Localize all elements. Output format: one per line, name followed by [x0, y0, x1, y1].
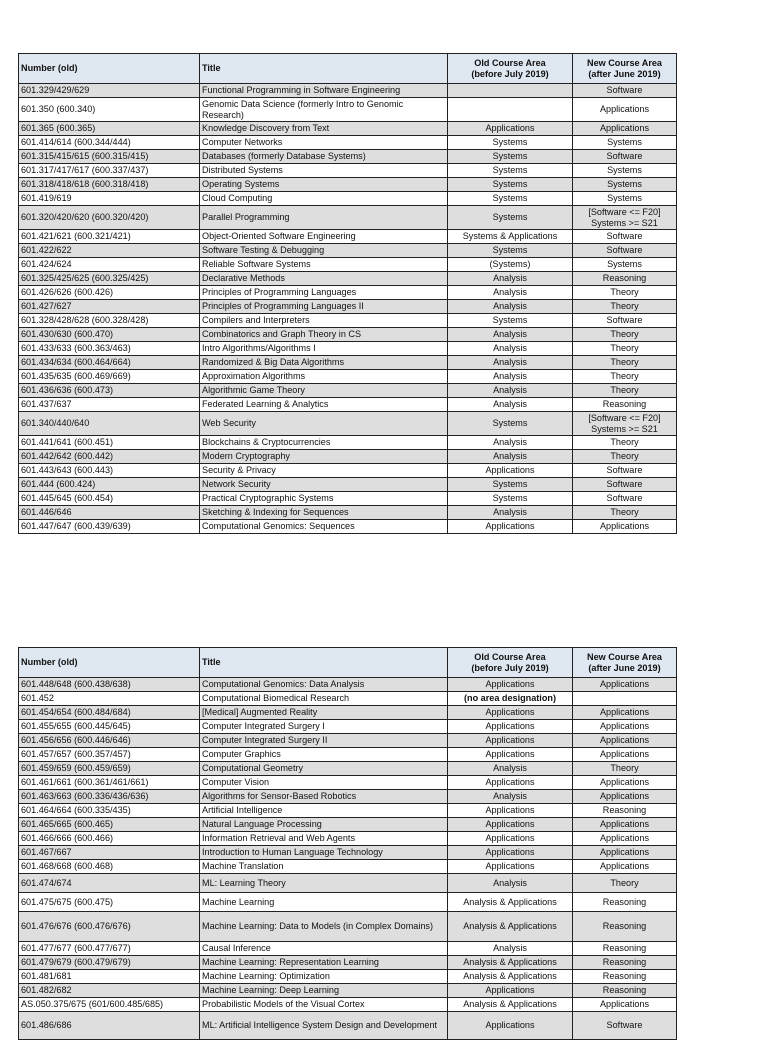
table-row	[19, 244, 677, 258]
new-area-cell: Applications	[573, 776, 677, 790]
course-title-cell: Functional Programming in Software Engineering	[200, 84, 448, 98]
old-area-cell: (no area designation)	[448, 692, 573, 706]
old-area-cell: Analysis	[448, 398, 573, 412]
course-title-cell: Blockchains & Cryptocurrencies	[200, 436, 448, 450]
course-table	[18, 647, 677, 1040]
new-area-cell: Applications	[573, 832, 677, 846]
table-row	[19, 370, 677, 384]
table-row	[19, 970, 677, 984]
new-area-cell: Reasoning	[573, 804, 677, 818]
course-title-cell: Databases (formerly Database Systems)	[200, 150, 448, 164]
course-title-cell: Object-Oriented Software Engineering	[200, 230, 448, 244]
table-row	[19, 164, 677, 178]
course-number-cell: 601.466/666 (600.466)	[19, 832, 200, 846]
new-area-cell: Software	[573, 230, 677, 244]
course-number-cell: 601.465/665 (600.465)	[19, 818, 200, 832]
course-title-cell: Computational Genomics: Sequences	[200, 520, 448, 534]
course-number-cell: 601.325/425/625 (600.325/425)	[19, 272, 200, 286]
new-area-cell: Reasoning	[573, 956, 677, 970]
course-number-cell: 601.474/674	[19, 874, 200, 893]
table-row	[19, 464, 677, 478]
course-number-cell: 601.433/633 (600.363/463)	[19, 342, 200, 356]
new-area-cell: Reasoning	[573, 893, 677, 912]
course-number-cell: 601.329/429/629	[19, 84, 200, 98]
course-number-cell: 601.434/634 (600.464/664)	[19, 356, 200, 370]
new-area-cell: Software	[573, 1012, 677, 1040]
old-area-cell: Applications	[448, 678, 573, 692]
table-row	[19, 178, 677, 192]
course-title-cell: ML: Artificial Intelligence System Design and Development	[200, 1012, 448, 1040]
table-row	[19, 206, 677, 230]
course-title-cell: Machine Learning: Representation Learning	[200, 956, 448, 970]
course-title-cell: Intro Algorithms/Algorithms I	[200, 342, 448, 356]
course-title-cell: Distributed Systems	[200, 164, 448, 178]
course-number-cell: 601.414/614 (600.344/444)	[19, 136, 200, 150]
new-area-cell: Applications	[573, 706, 677, 720]
new-area-cell: Applications	[573, 860, 677, 874]
old-area-cell: Analysis	[448, 942, 573, 956]
table-row	[19, 678, 677, 692]
table-row	[19, 506, 677, 520]
course-title-cell: Network Security	[200, 478, 448, 492]
old-area-cell: Analysis & Applications	[448, 893, 573, 912]
course-title-cell: Security & Privacy	[200, 464, 448, 478]
old-area-cell: Analysis & Applications	[448, 998, 573, 1012]
table-row	[19, 706, 677, 720]
old-area-cell: Applications	[448, 818, 573, 832]
course-title-cell: ML: Learning Theory	[200, 874, 448, 893]
course-number-cell: 601.447/647 (600.439/639)	[19, 520, 200, 534]
header-number: Number (old)	[19, 648, 200, 678]
old-area-cell: Analysis	[448, 384, 573, 398]
header-new-area: New Course Area (after June 2019)	[573, 648, 677, 678]
table-row	[19, 258, 677, 272]
new-area-cell: Reasoning	[573, 984, 677, 998]
old-area-cell: Systems	[448, 412, 573, 436]
table-row	[19, 790, 677, 804]
old-area-cell: Systems	[448, 244, 573, 258]
old-area-cell: Systems	[448, 314, 573, 328]
course-title-cell: Knowledge Discovery from Text	[200, 122, 448, 136]
old-area-cell: Analysis	[448, 370, 573, 384]
course-number-cell: 601.455/655 (600.445/645)	[19, 720, 200, 734]
old-area-cell: Systems	[448, 478, 573, 492]
old-area-cell: Analysis	[448, 272, 573, 286]
table-row	[19, 478, 677, 492]
new-area-cell: Reasoning	[573, 942, 677, 956]
new-area-cell: Theory	[573, 300, 677, 314]
course-title-cell: Introduction to Human Language Technology	[200, 846, 448, 860]
new-area-cell: Applications	[573, 846, 677, 860]
old-area-cell: Analysis	[448, 356, 573, 370]
course-title-cell: Principles of Programming Languages II	[200, 300, 448, 314]
new-area-cell: Theory	[573, 328, 677, 342]
course-title-cell: Machine Learning: Optimization	[200, 970, 448, 984]
old-area-cell: Systems & Applications	[448, 230, 573, 244]
table-row	[19, 230, 677, 244]
old-area-cell: Analysis	[448, 506, 573, 520]
course-number-cell: 601.442/642 (600.442)	[19, 450, 200, 464]
table-row	[19, 98, 677, 122]
new-area-cell: Applications	[573, 720, 677, 734]
table-row	[19, 412, 677, 436]
course-number-cell: 601.459/659 (600.459/659)	[19, 762, 200, 776]
course-number-cell: 601.461/661 (600.361/461/661)	[19, 776, 200, 790]
course-title-cell: Reliable Software Systems	[200, 258, 448, 272]
table-row	[19, 942, 677, 956]
course-title-cell: Computer Integrated Surgery II	[200, 734, 448, 748]
new-area-cell: Software	[573, 244, 677, 258]
old-area-cell: Systems	[448, 164, 573, 178]
table-row	[19, 776, 677, 790]
table-row	[19, 804, 677, 818]
new-area-cell: Systems	[573, 178, 677, 192]
course-title-cell: Practical Cryptographic Systems	[200, 492, 448, 506]
course-number-cell: 601.475/675 (600.475)	[19, 893, 200, 912]
table-row	[19, 300, 677, 314]
table-row	[19, 328, 677, 342]
table-row	[19, 692, 677, 706]
table-row	[19, 384, 677, 398]
old-area-cell: Applications	[448, 748, 573, 762]
table-row	[19, 956, 677, 970]
course-number-cell: 601.426/626 (600.426)	[19, 286, 200, 300]
header-title: Title	[200, 648, 448, 678]
new-area-cell: Theory	[573, 450, 677, 464]
course-title-cell: Probabilistic Models of the Visual Cortex	[200, 998, 448, 1012]
course-number-cell: 601.463/663 (600.336/436/636)	[19, 790, 200, 804]
course-title-cell: Causal Inference	[200, 942, 448, 956]
course-title-cell: Web Security	[200, 412, 448, 436]
new-area-cell: Applications	[573, 748, 677, 762]
old-area-cell: Analysis & Applications	[448, 912, 573, 942]
new-area-cell: Software	[573, 150, 677, 164]
course-title-cell: Computational Biomedical Research	[200, 692, 448, 706]
table-row	[19, 122, 677, 136]
new-area-cell: Reasoning	[573, 398, 677, 412]
table-header-row	[19, 54, 677, 84]
course-number-cell: 601.317/417/617 (600.337/437)	[19, 164, 200, 178]
course-title-cell: Natural Language Processing	[200, 818, 448, 832]
new-area-cell: Theory	[573, 342, 677, 356]
course-area-table-1	[18, 53, 676, 534]
new-area-cell: Reasoning	[573, 272, 677, 286]
course-number-cell: 601.476/676 (600.476/676)	[19, 912, 200, 942]
course-number-cell: 601.443/643 (600.443)	[19, 464, 200, 478]
table-row	[19, 150, 677, 164]
course-title-cell: Algorithmic Game Theory	[200, 384, 448, 398]
old-area-cell: Applications	[448, 804, 573, 818]
table-row	[19, 398, 677, 412]
old-area-cell: Analysis	[448, 436, 573, 450]
new-area-cell: Software	[573, 492, 677, 506]
new-area-cell: Theory	[573, 762, 677, 776]
new-area-cell: Theory	[573, 436, 677, 450]
course-number-cell: 601.446/646	[19, 506, 200, 520]
course-title-cell: Software Testing & Debugging	[200, 244, 448, 258]
course-number-cell: 601.452	[19, 692, 200, 706]
table-row	[19, 1012, 677, 1040]
table-row	[19, 192, 677, 206]
new-area-cell: Theory	[573, 370, 677, 384]
course-title-cell: Federated Learning & Analytics	[200, 398, 448, 412]
old-area-cell: Analysis	[448, 762, 573, 776]
old-area-cell: Systems	[448, 492, 573, 506]
new-area-cell: Applications	[573, 818, 677, 832]
old-area-cell: Systems	[448, 136, 573, 150]
new-area-cell: Applications	[573, 98, 677, 122]
new-area-cell: Systems	[573, 192, 677, 206]
course-number-cell: 601.437/637	[19, 398, 200, 412]
course-number-cell: 601.318/418/618 (600.318/418)	[19, 178, 200, 192]
course-number-cell: 601.456/656 (600.446/646)	[19, 734, 200, 748]
course-title-cell: Declarative Methods	[200, 272, 448, 286]
new-area-cell: Applications	[573, 998, 677, 1012]
course-title-cell: Machine Learning: Deep Learning	[200, 984, 448, 998]
new-area-cell: Systems	[573, 258, 677, 272]
course-title-cell: Parallel Programming	[200, 206, 448, 230]
old-area-cell: Analysis	[448, 286, 573, 300]
new-area-cell: Applications	[573, 790, 677, 804]
table-header-row	[19, 648, 677, 678]
header-number: Number (old)	[19, 54, 200, 84]
course-number-cell: 601.427/627	[19, 300, 200, 314]
course-number-cell: 601.430/630 (600.470)	[19, 328, 200, 342]
course-title-cell: Algorithms for Sensor-Based Robotics	[200, 790, 448, 804]
course-title-cell: Computer Vision	[200, 776, 448, 790]
course-title-cell: Modern Cryptography	[200, 450, 448, 464]
table-row	[19, 832, 677, 846]
course-number-cell: 601.454/654 (600.484/684)	[19, 706, 200, 720]
course-number-cell: 601.340/440/640	[19, 412, 200, 436]
old-area-cell: Analysis	[448, 342, 573, 356]
new-area-cell: Theory	[573, 384, 677, 398]
course-area-table-2	[18, 647, 676, 1040]
new-area-cell: Applications	[573, 678, 677, 692]
old-area-cell: Applications	[448, 720, 573, 734]
old-area-cell: (Systems)	[448, 258, 573, 272]
new-area-cell: Theory	[573, 506, 677, 520]
old-area-cell: Applications	[448, 776, 573, 790]
course-number-cell: 601.441/641 (600.451)	[19, 436, 200, 450]
table-row	[19, 720, 677, 734]
table-row	[19, 314, 677, 328]
old-area-cell	[448, 84, 573, 98]
new-area-cell: [Software <= F20] Systems >= S21	[573, 206, 677, 230]
new-area-cell	[573, 692, 677, 706]
table-row	[19, 272, 677, 286]
course-number-cell: 601.365 (600.365)	[19, 122, 200, 136]
new-area-cell: Applications	[573, 520, 677, 534]
old-area-cell: Applications	[448, 464, 573, 478]
course-number-cell: 601.436/636 (600.473)	[19, 384, 200, 398]
course-number-cell: 601.481/681	[19, 970, 200, 984]
table-row	[19, 136, 677, 150]
new-area-cell: Theory	[573, 356, 677, 370]
old-area-cell: Applications	[448, 734, 573, 748]
old-area-cell: Applications	[448, 520, 573, 534]
course-title-cell: Computer Graphics	[200, 748, 448, 762]
new-area-cell: Reasoning	[573, 970, 677, 984]
new-area-cell: Software	[573, 478, 677, 492]
table-row	[19, 734, 677, 748]
old-area-cell: Systems	[448, 178, 573, 192]
old-area-cell: Analysis	[448, 328, 573, 342]
old-area-cell: Applications	[448, 122, 573, 136]
old-area-cell	[448, 98, 573, 122]
new-area-cell: Reasoning	[573, 912, 677, 942]
table-row	[19, 450, 677, 464]
course-title-cell: Operating Systems	[200, 178, 448, 192]
old-area-cell: Applications	[448, 846, 573, 860]
course-title-cell: Computer Networks	[200, 136, 448, 150]
old-area-cell: Analysis	[448, 450, 573, 464]
course-number-cell: 601.477/677 (600.477/677)	[19, 942, 200, 956]
course-title-cell: Principles of Programming Languages	[200, 286, 448, 300]
old-area-cell: Systems	[448, 206, 573, 230]
new-area-cell: Software	[573, 464, 677, 478]
old-area-cell: Systems	[448, 192, 573, 206]
course-number-cell: 601.448/648 (600.438/638)	[19, 678, 200, 692]
old-area-cell: Systems	[448, 150, 573, 164]
course-number-cell: 601.315/415/615 (600.315/415)	[19, 150, 200, 164]
table-row	[19, 492, 677, 506]
course-number-cell: 601.457/657 (600.357/457)	[19, 748, 200, 762]
table-row	[19, 84, 677, 98]
table-row	[19, 860, 677, 874]
table-row	[19, 874, 677, 893]
course-number-cell: 601.479/679 (600.479/679)	[19, 956, 200, 970]
table-row	[19, 984, 677, 998]
header-new-area: New Course Area (after June 2019)	[573, 54, 677, 84]
table-row	[19, 998, 677, 1012]
course-title-cell: Combinatorics and Graph Theory in CS	[200, 328, 448, 342]
table-row	[19, 520, 677, 534]
course-number-cell: 601.320/420/620 (600.320/420)	[19, 206, 200, 230]
new-area-cell: Theory	[573, 874, 677, 893]
course-title-cell: Approximation Algorithms	[200, 370, 448, 384]
old-area-cell: Analysis	[448, 874, 573, 893]
new-area-cell: Applications	[573, 734, 677, 748]
old-area-cell: Analysis	[448, 790, 573, 804]
new-area-cell: Systems	[573, 136, 677, 150]
course-title-cell: Machine Translation	[200, 860, 448, 874]
course-title-cell: Machine Learning	[200, 893, 448, 912]
old-area-cell: Analysis & Applications	[448, 956, 573, 970]
course-number-cell: 601.464/664 (600.335/435)	[19, 804, 200, 818]
table-row	[19, 846, 677, 860]
course-number-cell: 601.350 (600.340)	[19, 98, 200, 122]
course-number-cell: 601.421/621 (600.321/421)	[19, 230, 200, 244]
course-number-cell: 601.486/686	[19, 1012, 200, 1040]
course-title-cell: [Medical] Augmented Reality	[200, 706, 448, 720]
table-row	[19, 436, 677, 450]
course-table	[18, 53, 677, 534]
course-title-cell: Computer Integrated Surgery I	[200, 720, 448, 734]
table-row	[19, 893, 677, 912]
course-title-cell: Computational Genomics: Data Analysis	[200, 678, 448, 692]
old-area-cell: Applications	[448, 860, 573, 874]
course-number-cell: 601.419/619	[19, 192, 200, 206]
course-number-cell: 601.482/682	[19, 984, 200, 998]
course-title-cell: Artificial Intelligence	[200, 804, 448, 818]
table-row	[19, 342, 677, 356]
new-area-cell: Software	[573, 314, 677, 328]
table-row	[19, 912, 677, 942]
course-title-cell: Computational Geometry	[200, 762, 448, 776]
table-row	[19, 286, 677, 300]
table-row	[19, 762, 677, 776]
table-row	[19, 356, 677, 370]
course-title-cell: Randomized & Big Data Algorithms	[200, 356, 448, 370]
table-row	[19, 818, 677, 832]
old-area-cell: Applications	[448, 1012, 573, 1040]
old-area-cell: Applications	[448, 984, 573, 998]
old-area-cell: Applications	[448, 832, 573, 846]
new-area-cell: Software	[573, 84, 677, 98]
new-area-cell: Applications	[573, 122, 677, 136]
old-area-cell: Analysis & Applications	[448, 970, 573, 984]
header-title: Title	[200, 54, 448, 84]
course-number-cell: 601.445/645 (600.454)	[19, 492, 200, 506]
table-row	[19, 748, 677, 762]
course-number-cell: 601.328/428/628 (600.328/428)	[19, 314, 200, 328]
header-old-area: Old Course Area (before July 2019)	[448, 648, 573, 678]
new-area-cell: Systems	[573, 164, 677, 178]
course-title-cell: Machine Learning: Data to Models (in Complex Domains)	[200, 912, 448, 942]
header-old-area: Old Course Area (before July 2019)	[448, 54, 573, 84]
course-number-cell: 601.422/622	[19, 244, 200, 258]
old-area-cell: Analysis	[448, 300, 573, 314]
course-title-cell: Information Retrieval and Web Agents	[200, 832, 448, 846]
course-title-cell: Sketching & Indexing for Sequences	[200, 506, 448, 520]
old-area-cell: Applications	[448, 706, 573, 720]
course-title-cell: Genomic Data Science (formerly Intro to Genomic Research)	[200, 98, 448, 122]
new-area-cell: [Software <= F20] Systems >= S21	[573, 412, 677, 436]
course-number-cell: 601.468/668 (600.468)	[19, 860, 200, 874]
course-number-cell: 601.444 (600.424)	[19, 478, 200, 492]
course-number-cell: 601.424/624	[19, 258, 200, 272]
course-title-cell: Compilers and Interpreters	[200, 314, 448, 328]
new-area-cell: Theory	[573, 286, 677, 300]
course-number-cell: AS.050.375/675 (601/600.485/685)	[19, 998, 200, 1012]
course-number-cell: 601.435/635 (600.469/669)	[19, 370, 200, 384]
course-title-cell: Cloud Computing	[200, 192, 448, 206]
course-number-cell: 601.467/667	[19, 846, 200, 860]
